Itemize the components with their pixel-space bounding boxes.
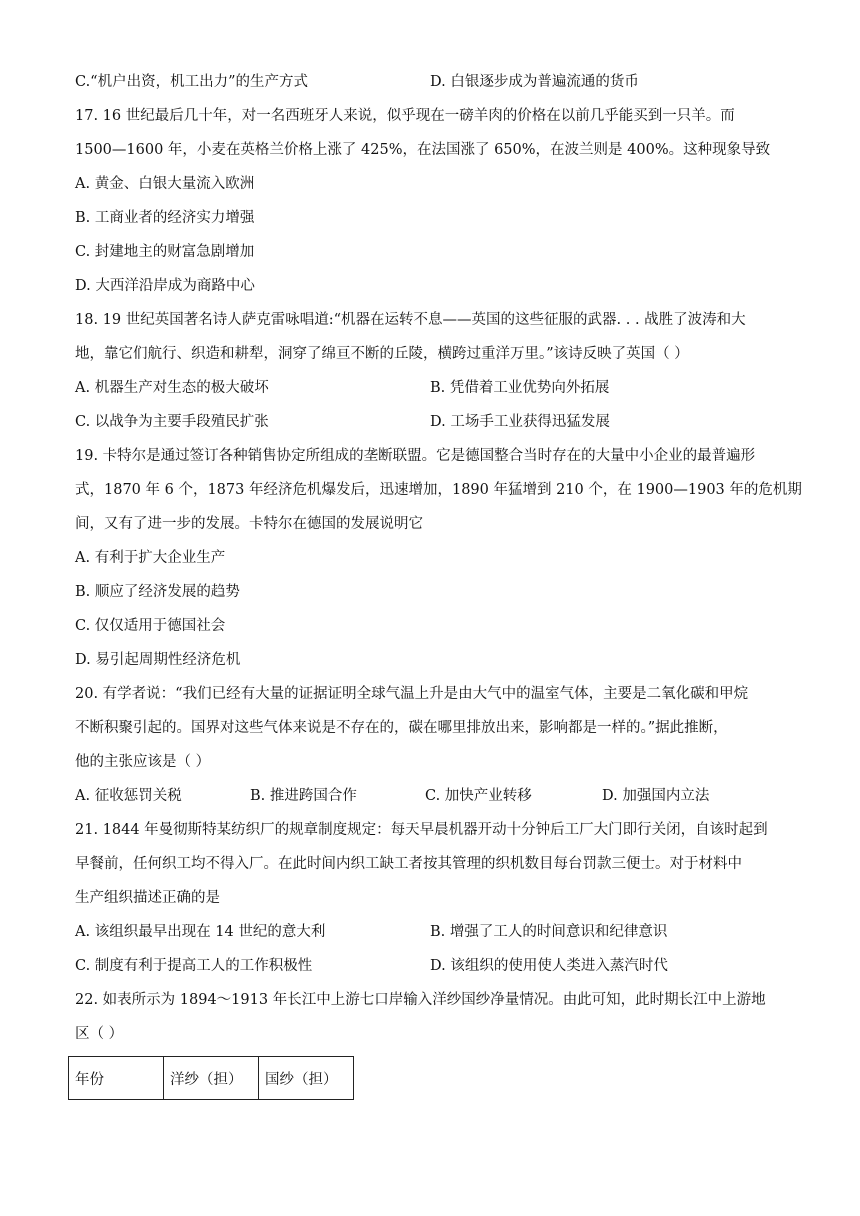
q22-data-table bbox=[68, 1056, 354, 1100]
q18-options-row-2 bbox=[75, 410, 795, 434]
table-header-domestic-yarn: 国纱（担） bbox=[259, 1057, 354, 1100]
q21-stem-line-1: 21. 1844 年曼彻斯特某纺织厂的规章制度规定：每天早晨机器开动十分钟后工厂大门即行关闭，自该时起到 bbox=[75, 822, 768, 838]
q20-stem-line-1: 20. 有学者说：“我们已经有大量的证据证明全球气温上升是由大气中的温室气体，主要是二氧化碳和甲烷 bbox=[75, 686, 749, 702]
q21-stem-line-3: 生产组织描述正确的是 bbox=[75, 890, 220, 906]
q17-option-c[interactable]: C. 封建地主的财富急剧增加 bbox=[75, 244, 255, 260]
q20-option-a[interactable]: A. 征收惩罚关税 bbox=[75, 788, 182, 804]
q18-option-b[interactable]: B. 凭借着工业优势向外拓展 bbox=[430, 380, 610, 396]
q19-stem-line-2: 式，1870 年 6 个，1873 年经济危机爆发后，迅速增加，1890 年猛增到 210 个，在 1900—1903 年的危机期 bbox=[75, 482, 802, 498]
q19-stem-line-3: 间，又有了进一步的发展。卡特尔在德国的发展说明它 bbox=[75, 516, 423, 532]
q19-option-c[interactable]: C. 仅仅适用于德国社会 bbox=[75, 618, 226, 634]
q17-stem-line-2: 1500—1600 年，小麦在英格兰价格上涨了 425%，在法国涨了 650%，在波兰则是 400%。这种现象导致 bbox=[75, 142, 771, 158]
q22-stem-line-1: 22. 如表所示为 1894～1913 年长江中上游七口岸输入洋纱国纱净量情况。由此可知，此时期长江中上游地 bbox=[75, 992, 766, 1008]
q17-option-a[interactable]: A. 黄金、白银大量流入欧洲 bbox=[75, 176, 255, 192]
table-header-foreign-yarn: 洋纱（担） bbox=[164, 1057, 259, 1100]
q16-option-d[interactable]: D. 白银逐步成为普遍流通的货币 bbox=[430, 74, 639, 90]
q20-option-b[interactable]: B. 推进跨国合作 bbox=[250, 788, 357, 804]
q21-option-b[interactable]: B. 增强了工人的时间意识和纪律意识 bbox=[430, 924, 668, 940]
q21-option-a[interactable]: A. 该组织最早出现在 14 世纪的意大利 bbox=[75, 924, 326, 940]
q18-option-d[interactable]: D. 工场手工业获得迅猛发展 bbox=[430, 414, 610, 430]
table-header-row bbox=[69, 1057, 354, 1100]
q22-stem-line-2: 区（ ） bbox=[75, 1026, 124, 1042]
q18-stem-line-2: 地，靠它们航行、织造和耕犁，洞穿了绵亘不断的丘陵，横跨过重洋万里。”该诗反映了英国（ ） bbox=[75, 346, 689, 362]
q21-options-row-1 bbox=[75, 920, 795, 944]
q17-option-b[interactable]: B. 工商业者的经济实力增强 bbox=[75, 210, 255, 226]
q20-option-d[interactable]: D. 加强国内立法 bbox=[602, 788, 710, 804]
q18-option-a[interactable]: A. 机器生产对生态的极大破坏 bbox=[75, 380, 269, 396]
q21-option-c[interactable]: C. 制度有利于提高工人的工作积极性 bbox=[75, 958, 313, 974]
q21-options-row-2 bbox=[75, 954, 795, 978]
q19-option-b[interactable]: B. 顺应了经济发展的趋势 bbox=[75, 584, 240, 600]
q20-option-c[interactable]: C. 加快产业转移 bbox=[425, 788, 532, 804]
q18-option-c[interactable]: C. 以战争为主要手段殖民扩张 bbox=[75, 414, 269, 430]
table-header-year: 年份 bbox=[69, 1057, 164, 1100]
exam-page bbox=[75, 70, 802, 1100]
q17-option-d[interactable]: D. 大西洋沿岸成为商路中心 bbox=[75, 278, 255, 294]
q18-options-row-1 bbox=[75, 376, 795, 400]
q21-stem-line-2: 早餐前，任何织工均不得入厂。在此时间内织工缺工者按其管理的织机数目每台罚款三便士。对于材料中 bbox=[75, 856, 742, 872]
q19-stem-line-1: 19. 卡特尔是通过签订各种销售协定所组成的垄断联盟。它是德国整合当时存在的大量中小企业的最普遍形 bbox=[75, 448, 756, 464]
q21-option-d[interactable]: D. 该组织的使用使人类进入蒸汽时代 bbox=[430, 958, 668, 974]
q19-option-d[interactable]: D. 易引起周期性经济危机 bbox=[75, 652, 241, 668]
q20-options-row bbox=[75, 784, 795, 808]
q16-option-c[interactable]: C.“机户出资，机工出力”的生产方式 bbox=[75, 74, 309, 90]
q19-option-a[interactable]: A. 有利于扩大企业生产 bbox=[75, 550, 226, 566]
q17-stem-line-1: 17. 16 世纪最后几十年，对一名西班牙人来说，似乎现在一磅羊肉的价格在以前几乎能买到一只羊。而 bbox=[75, 108, 735, 124]
q16-options-row bbox=[75, 70, 795, 94]
q18-stem-line-1: 18. 19 世纪英国著名诗人萨克雷咏唱道:“机器在运转不息——英国的这些征服的武器. . . 战胜了波涛和大 bbox=[75, 312, 746, 328]
q20-stem-line-3: 他的主张应该是（ ） bbox=[75, 754, 211, 770]
q20-stem-line-2: 不断积聚引起的。国界对这些气体来说是不存在的，碳在哪里排放出来，影响都是一样的。”据此推断， bbox=[75, 720, 728, 736]
